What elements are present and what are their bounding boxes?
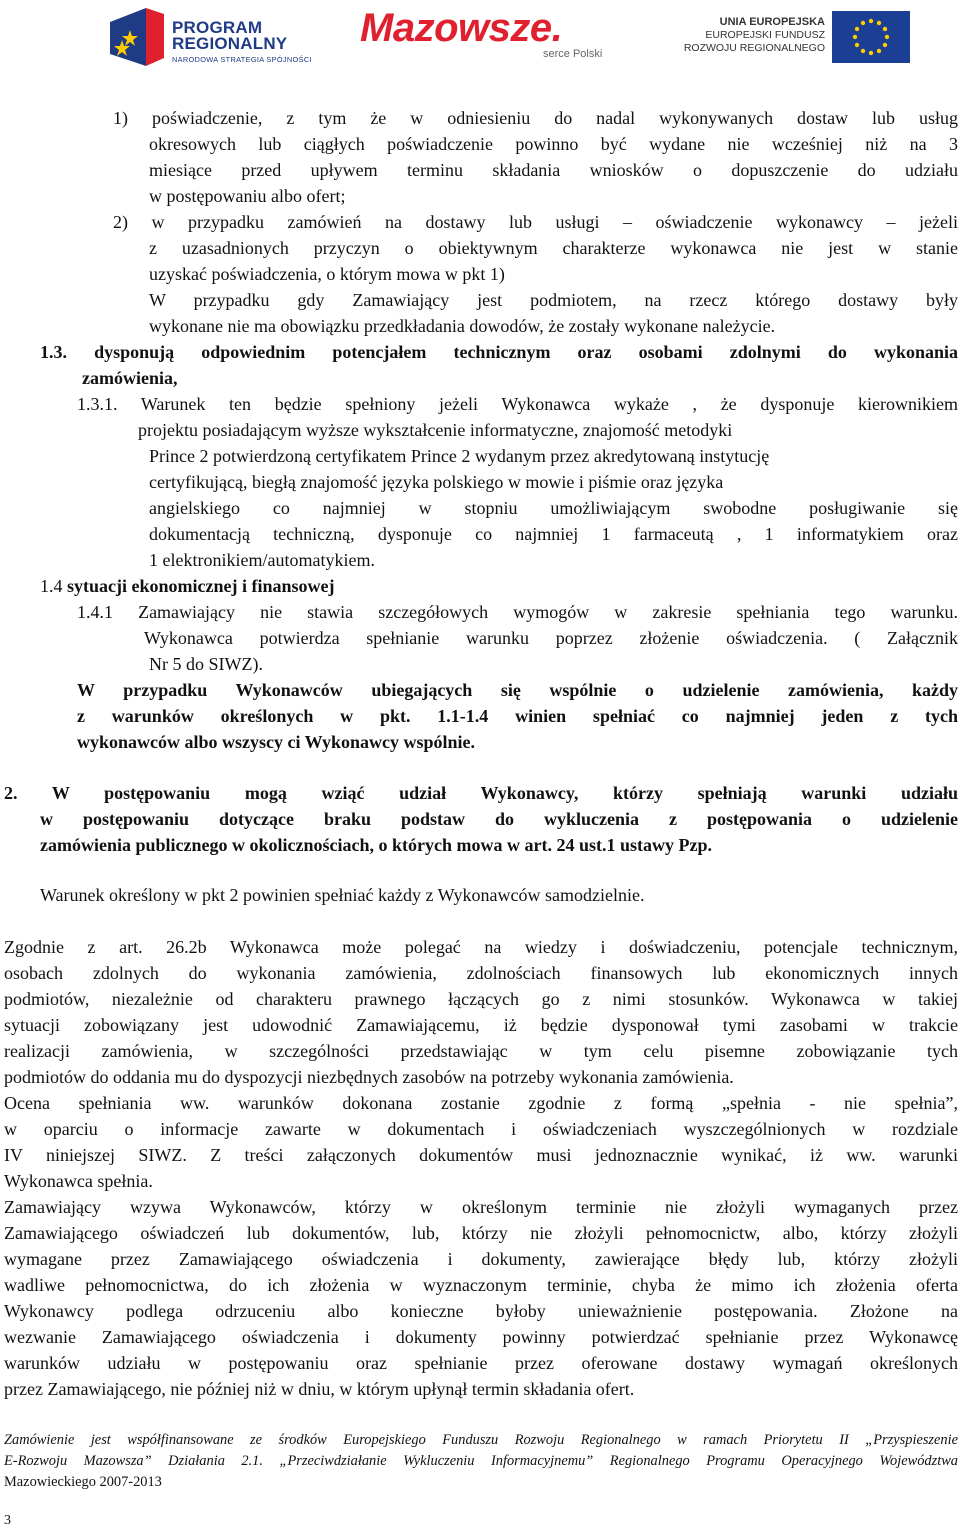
- text-line: podmiotów do oddania mu do dyspozycji niezbędnych zasobów na potrzeby wykonania zamówienia.: [4, 1067, 734, 1087]
- mazowsze-logo: [360, 6, 635, 62]
- text-line: uzyskać poświadczenia, o którym mowa w pkt 1): [149, 264, 505, 284]
- section-heading: 1.3. dysponują odpowiednim potencjałem technicznym oraz osobami zdolnymi do wykonania: [40, 342, 958, 362]
- text-line: wadliwe pełnomocnictwa, do ich złożenia w wyznaczonym terminie, chyba że mimo ich złożenia oferta: [4, 1275, 958, 1295]
- text-line: warunków udziału w postępowaniu oraz spełnianie przez oferowane dostawy wymagań określonych: [4, 1353, 958, 1373]
- text-line: IV niniejszej SIWZ. Z treści załączonych dokumentów musi jednoznacznie wynikać, iż ww. warunki: [4, 1145, 958, 1165]
- text-line: sytuacji zobowiązany jest udowodnić Zamawiającemu, iż będzie dysponował tymi zasobami w trakcie: [4, 1015, 958, 1035]
- text-line: W przypadku gdy Zamawiający jest podmiotem, na rzecz którego dostawy były: [149, 290, 958, 310]
- text-line: osobach zdolnych do wykonania zamówienia, zdolnościach finansowych lub ekonomicznych innych: [4, 963, 958, 983]
- text-line: Warunek określony w pkt 2 powinien spełniać każdy z Wykonawców samodzielnie.: [40, 885, 645, 905]
- page-number: 3: [4, 1513, 11, 1528]
- program-regionalny-logo: [108, 6, 348, 68]
- bold-text-line: w postępowaniu dotyczące braku podstaw do wykluczenia z postępowania o udzielenie: [40, 809, 958, 829]
- text-line: Ocena spełniania ww. warunków dokonana zostanie zgodnie z formą „spełnia - nie spełnia”,: [4, 1093, 958, 1113]
- section-heading-cont: zamówienia,: [82, 368, 178, 388]
- text-line: wymagane przez Zamawiającego oświadczenia i dokumenty, zawierające błędy lub, którzy złożyli: [4, 1249, 958, 1269]
- text-line: Wykonawca potwierdza spełnianie warunku poprzez złożenie oświadczenia. ( Załącznik: [144, 628, 958, 648]
- bold-text-line: W przypadku Wykonawców ubiegających się wspólnie o udzielenie zamówienia, każdy: [77, 680, 958, 700]
- text-line: 1.3.1. Warunek ten będzie spełniony jeżeli Wykonawca wykaże , że dysponuje kierownikiem: [77, 394, 958, 414]
- text-line: wezwanie Zamawiającego oświadczenia i dokumenty powinny potwierdzać spełnianie przez Wykonawcę: [4, 1327, 958, 1347]
- text-line: 1 elektronikiem/automatykiem.: [149, 550, 375, 570]
- text-line: Zamawiającego oświadczeń lub dokumentów, lub, którzy nie złożyli pełnomocnictw, albo, którzy złożyli: [4, 1223, 958, 1243]
- eu-line1: UNIA EUROPEJSKA: [719, 16, 825, 28]
- text-line: Nr 5 do SIWZ).: [149, 654, 263, 674]
- text-line: podmiotów, niezależnie od charakteru prawnego łączących go z nimi stosunków. Wykonawca w takiej: [4, 989, 958, 1009]
- footer-line: Mazowieckiego 2007-2013: [4, 1474, 162, 1490]
- bold-text-line: z warunków określonych w pkt. 1.1-1.4 winien spełniać co najmniej jeden z tych: [77, 706, 958, 726]
- text-line: w postępowaniu albo ofert;: [149, 186, 346, 206]
- text-line: realizacji zamówienia, w szczególności przedstawiając w tym celu pisemne zobowiązanie tych: [4, 1041, 958, 1061]
- eu-flag-icon: [832, 11, 910, 63]
- text-line: przez Zamawiającego, nie później niż w dniu, w którym upłynął termin składania ofert.: [4, 1379, 635, 1399]
- text-line: projektu posiadającym wyższe wykształcenie informatyczne, znajomość metodyki: [138, 420, 733, 440]
- bold-text-line: zamówienia publicznego w okolicznościach, o których mowa w art. 24 ust.1 ustawy Pzp.: [40, 835, 712, 855]
- program-subtitle: NARODOWA STRATEGIA SPÓJNOŚCI: [172, 55, 312, 64]
- text-line: z uzasadnionych przyczyn o obiektywnym charakterze wykonawca nie jest w stanie: [149, 238, 958, 258]
- section-heading-1-4: [40, 575, 334, 597]
- section-heading: sytuacji ekonomicznej i finansowej: [67, 576, 335, 596]
- program-title-line2: REGIONALNY: [172, 34, 288, 53]
- text-line: Zgodnie z art. 26.2b Wykonawca może polegać na wiedzy i doświadczeniu, potencjale technicznym,: [4, 937, 958, 957]
- text-line: 1) poświadczenie, z tym że w odniesieniu do nadal wykonywanych dostaw lub usług: [113, 108, 958, 128]
- text-line: Zamawiający wzywa Wykonawców, którzy w określonym terminie nie złożyli wymaganych przez: [4, 1197, 958, 1217]
- text-line: Wykonawcy podlega odrzuceniu albo konieczne byłoby unieważnienie postępowania. Złożone na: [4, 1301, 958, 1321]
- program-regionalny-title: [172, 20, 287, 52]
- eu-logo: [680, 8, 930, 68]
- page-header: [0, 0, 960, 80]
- section-number: 1.4: [40, 576, 67, 596]
- text-line: wykonane nie ma obowiązku przedkładania dowodów, że zostały wykonane należycie.: [149, 316, 776, 336]
- text-line: 2) w przypadku zamówień na dostawy lub usługi – oświadczenie wykonawcy – jeżeli: [113, 212, 958, 232]
- bold-text-line: 2. W postępowaniu mogą wziąć udział Wykonawcy, którzy spełniają warunki udziału: [4, 783, 958, 803]
- footer-line: Zamówienie jest współfinansowane ze środków Europejskiego Funduszu Rozwoju Regionalnego w ramach Priorytetu II „Przyspieszenie: [4, 1432, 958, 1448]
- text-line: Wykonawca spełnia.: [4, 1171, 153, 1191]
- text-line: miesiące przed upływem terminu składania wniosków o dopuszczenie do udziału: [149, 160, 958, 180]
- text-line: certyfikującą, biegłą znajomość języka polskiego w mowie i piśmie oraz języka: [149, 472, 724, 492]
- text-line: angielskiego co najmniej w stopniu umożliwiającym swobodne posługiwanie się: [149, 498, 958, 518]
- text-line: okresowych lub ciągłych poświadczenie powinno być wydane nie wcześniej niż na 3: [149, 134, 958, 154]
- eu-line3: ROZWOJU REGIONALNEGO: [683, 42, 825, 54]
- program-regionalny-emblem-icon: [108, 6, 166, 68]
- mazowsze-wordmark: Mazowsze.: [360, 6, 563, 50]
- footer-line: E-Rozwoju Mazowsza” Działania 2.1. „Przeciwdziałanie Wykluczeniu Informacyjnemu” Regionalnego Programu Operacyjnego Województwa: [4, 1453, 958, 1469]
- eu-line2: EUROPEJSKI FUNDUSZ: [705, 29, 825, 41]
- text-line: w oparciu o informacje zawarte w dokumentach i oświadczeniach wyszczególnionych w rozdziale: [4, 1119, 958, 1139]
- eu-text: [680, 16, 825, 55]
- bold-text-line: wykonawców albo wszyscy ci Wykonawcy wspólnie.: [77, 732, 476, 752]
- program-title-line1: PROGRAM: [172, 18, 263, 37]
- text-line: Prince 2 potwierdzoną certyfikatem Prince 2 wydanym przez akredytowaną instytucję: [149, 446, 770, 466]
- mazowsze-tagline: serce Polski: [543, 48, 603, 60]
- text-line: 1.4.1 Zamawiający nie stawia szczegółowych wymogów w zakresie spełniania tego warunku.: [77, 602, 958, 622]
- text-line: dokumentacją techniczną, dysponuje co najmniej 1 farmaceutą , 1 informatykiem oraz: [149, 524, 958, 544]
